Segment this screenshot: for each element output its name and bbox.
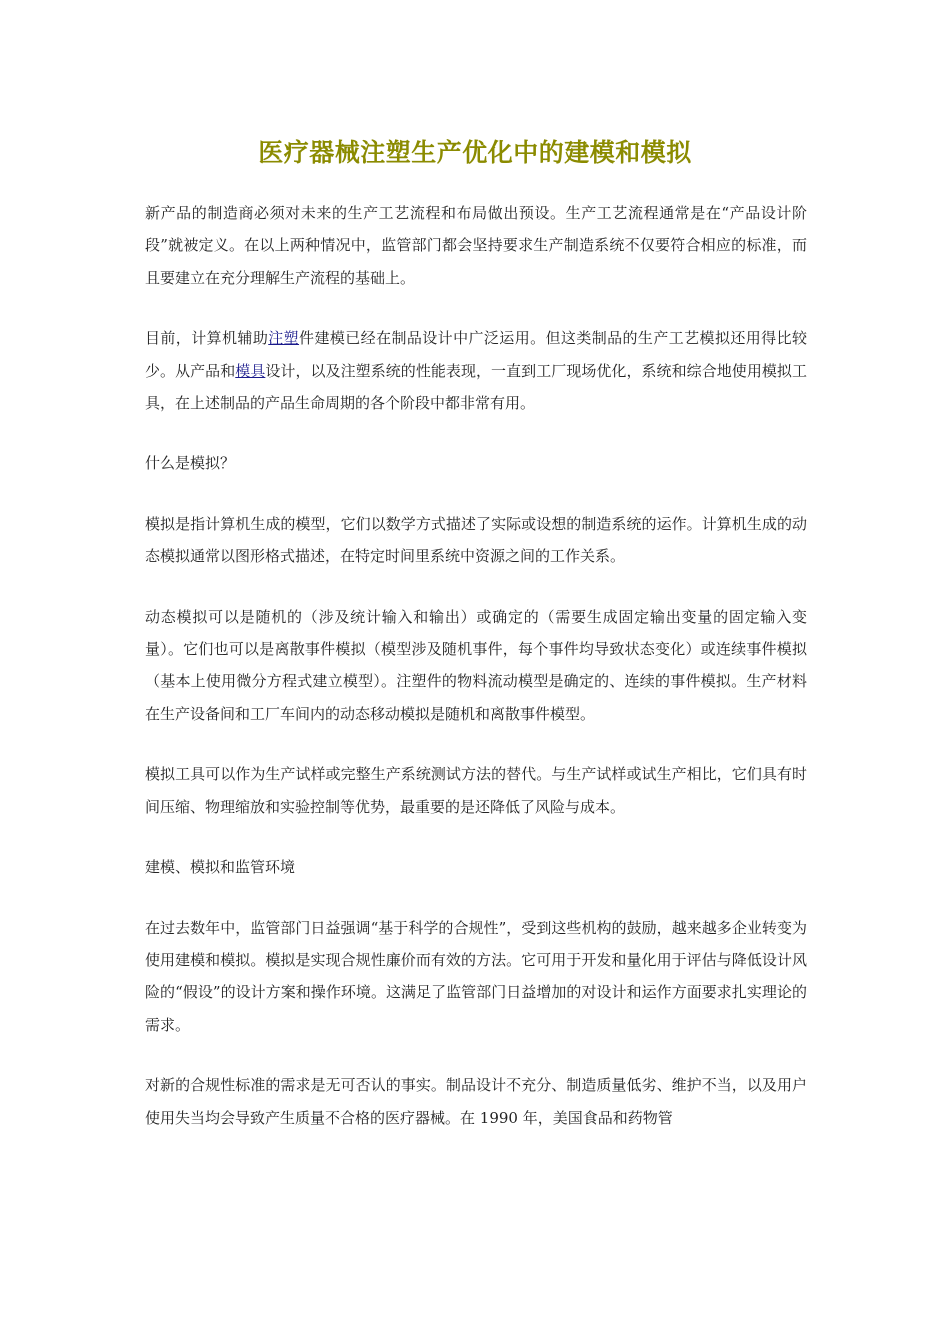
injection-molding-link[interactable]: 注塑 — [268, 329, 300, 348]
document-title: 医疗器械注塑生产优化中的建模和模拟 — [258, 138, 692, 167]
paragraph-regulatory-compliance: 在过去数年中，监管部门日益强调“基于科学的合规性”，受到这些机构的鼓励，越来越多企业转变为使用建模和模拟。模拟是实现合规性廉价而有效的方法。它可用于开发和量化用于评估与降低设计风险的“假设”的设计方案和操作环境。这满足了监管部门日益增加的对设计和运作方面要求扎实理论的需求。 — [145, 918, 807, 1034]
paragraph-dynamic-simulation: 动态模拟可以是随机的（涉及统计输入和输出）或确定的（需要生成固定输出变量的固定输入变量）。它们也可以是离散事件模拟（模型涉及随机事件，每个事件均导致状态变化）或连续事件模拟（基本上使用微分方程式建立模型）。注塑件的物料流动模型是确定的、连续的事件模拟。生产材料在生产设备间和工厂车间内的动态移动模拟是随机和离散事件模型。 — [145, 607, 807, 723]
paragraph-text: 件建模已经在制品设计中广泛运用。但这类制品的生产工艺模拟还用得比较少。从产品和 — [145, 329, 807, 380]
paragraph-simulation-definition: 模拟是指计算机生成的模型，它们以数学方式描述了实际或设想的制造系统的运作。计算机生成的动态模拟通常以图形格式描述，在特定时间里系统中资源之间的工作关系。 — [145, 514, 807, 566]
section-heading-regulatory: 建模、模拟和监管环境 — [145, 858, 296, 877]
document-body — [145, 197, 807, 1162]
paragraph-cae-usage — [145, 322, 807, 419]
paragraph-simulation-tools: 模拟工具可以作为生产试样或完整生产系统测试方法的替代。与生产试样或试生产相比，它们具有时间压缩、物理缩放和实验控制等优势，最重要的是还降低了风险与成本。 — [145, 765, 807, 816]
paragraph-compliance-standards: 对新的合规性标准的需求是无可否认的事实。制品设计不充分、制造质量低劣、维护不当，以及用户使用失当均会导致产生质量不合格的医疗器械。在 1990 年，美国食品和药物管 — [145, 1076, 807, 1127]
section-heading-what-is-simulation: 什么是模拟？ — [145, 454, 236, 473]
paragraph-text: 设计，以及注塑系统的性能表现，一直到工厂现场优化，系统和综合地使用模拟工具，在上述制品的产品生命周期的各个阶段中都非常有用。 — [145, 361, 807, 413]
mold-link[interactable]: 模具 — [235, 361, 266, 380]
paragraph-text: 目前，计算机辅助 — [145, 329, 269, 348]
paragraph-intro: 新产品的制造商必须对未来的生产工艺流程和布局做出预设。生产工艺流程通常是在“产品设计阶段”就被定义。在以上两种情况中，监管部门都会坚持要求生产制造系统不仅要符合相应的标准，而且要建立在充分理解生产流程的基础上。 — [145, 204, 807, 287]
